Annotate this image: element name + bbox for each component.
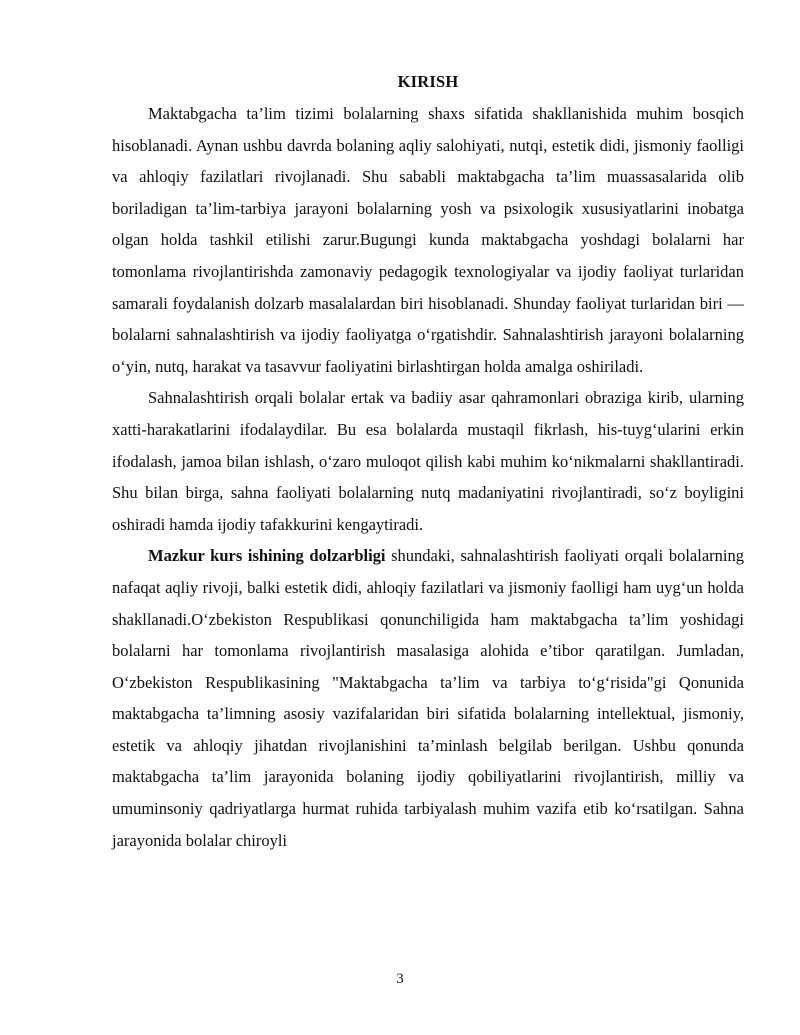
- paragraph-3-bold-lead: Mazkur kurs ishining dolzarbligi: [148, 546, 386, 566]
- paragraph-1: [112, 98, 744, 382]
- paragraph-2: [112, 382, 744, 540]
- paragraph-3: [112, 540, 744, 856]
- document-page: [112, 72, 744, 856]
- paragraph-2-text: Sahnalashtirish orqali bolalar ertak va badiiy asar qahramonlari obraziga kirib, ularning xatti-harakatlarini ifodalaydilar. Bu esa bolalarda mustaqil fikrlash, his-tuyg‘ularini erkin ifodalash, jamoa bilan ishlash, o‘zaro muloqot qilish kabi muhim ko‘nikmalarni shakllantiradi. Shu bilan birga, sahna faoliyati bolalarning nutq madaniyatini rivojlantiradi, so‘z boyligini oshiradi hamda ijodiy tafakkurini kengaytiradi.: [112, 388, 744, 534]
- page-number: 3: [396, 971, 404, 987]
- paragraph-3-text: shundaki, sahnalashtirish faoliyati orqali bolalarning nafaqat aqliy rivoji, balki estetik didi, ahloqiy fazilatlari va jismoniy faolligi ham uyg‘un holda shakllanadi.O‘zbekiston Respublikasi qonunchiligida ham maktabgacha ta’lim yoshidagi bolalarni har tomonlama rivojlantirish masalasiga alohida e’tibor qaratilgan. Jumladan, O‘zbekiston Respublikasining "Maktabgacha ta’lim va tarbiya to‘g‘risida"gi Qonunida maktabgacha ta’limning asosiy vazifalaridan biri sifatida bolalarning intellektual, jismoniy, estetik va ahloqiy jihatdan rivojlanishini ta’minlash belgilab berilgan. Ushbu qonunda maktabgacha ta’lim jarayonida bolaning ijodiy qobiliyatlarini rivojlantirish, milliy va umuminsoniy qadriyatlarga hurmat ruhida tarbiyalash muhim vazifa etib ko‘rsatilgan. Sahna jarayonida bolalar chiroyli: [112, 546, 744, 850]
- paragraph-1-text: Maktabgacha ta’lim tizimi bolalarning shaxs sifatida shakllanishida muhim bosqich hisoblanadi. Aynan ushbu davrda bolaning aqliy salohiyati, nutqi, estetik didi, jismoniy faolligi va ahloqiy fazilatlari rivojlanadi. Shu sababli maktabgacha ta’lim muassasalarida olib boriladigan ta’lim-tarbiya jarayoni bolalarning yosh va psixologik xususiyatlarini inobatga olgan holda tashkil etilishi zarur.Bugungi kunda maktabgacha yoshdagi bolalarni har tomonlama rivojlantirishda zamonaviy pedagogik texnologiyalar va ijodiy faoliyat turlaridan samarali foydalanish dolzarb masalalardan biri hisoblanadi. Shunday faoliyat turlaridan biri — bolalarni sahnalashtirish va ijodiy faoliyatga o‘rgatishdir. Sahnalashtirish jarayoni bolalarning o‘yin, nutq, harakat va tasavvur faoliyatini birlashtirgan holda amalga oshiriladi.: [112, 104, 744, 376]
- section-title: KIRISH: [397, 72, 459, 91]
